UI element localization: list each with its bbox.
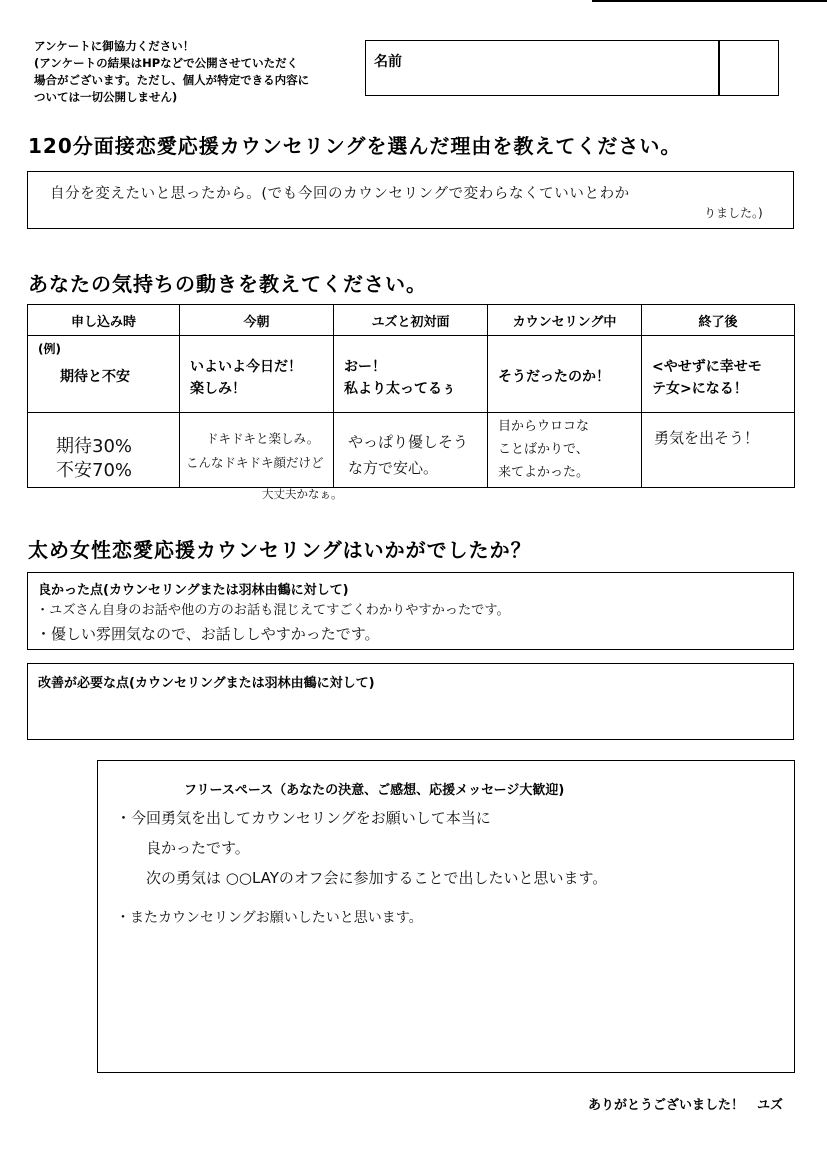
answer-text: やっぱり優しそう — [348, 433, 469, 451]
column-header: カウンセリング中 — [488, 305, 642, 336]
notice-line: アンケートに御協力ください！ — [34, 39, 195, 53]
notice-line: ついては一切公開しません) — [34, 90, 178, 104]
improvement-box[interactable] — [27, 663, 794, 740]
good-point-line: ・ユズさん自身のお話や他の方のお話も混じえてすごくわかりやすかったです。 — [36, 603, 510, 618]
table-header-row — [28, 305, 795, 336]
free-space-box[interactable] — [97, 760, 795, 1073]
column-header: 申し込み時 — [28, 305, 180, 336]
free-space-label: フリースペース（あなたの決意、ご感想、応援メッセージ大歓迎) — [184, 783, 565, 798]
answer-cell[interactable] — [334, 413, 488, 488]
answer-text: ことばかりで、 — [498, 442, 589, 457]
column-header: 終了後 — [642, 305, 795, 336]
example-text: 期待と不安 — [60, 369, 130, 385]
example-cell — [642, 336, 795, 413]
example-cell — [180, 336, 334, 413]
example-text: テ女>になる！ — [652, 381, 748, 397]
answer-row — [28, 413, 795, 488]
example-cell — [334, 336, 488, 413]
example-row — [28, 336, 795, 413]
answer-text: 不安70% — [56, 460, 133, 481]
name-field[interactable] — [365, 40, 779, 96]
q2-title: あなたの気持ちの動きを教えてください。 — [28, 272, 427, 296]
q1-title: 120分面接恋愛応援カウンセリングを選んだ理由を教えてください。 — [28, 134, 682, 158]
q1-answer-box[interactable] — [27, 171, 794, 229]
free-space-line: 良かったです。 — [146, 839, 250, 857]
name-label: 名前 — [374, 54, 402, 70]
example-text: そうだったのか！ — [498, 369, 610, 385]
q3-title: 太め女性恋愛応援カウンセリングはいかがでしたか？ — [28, 538, 532, 562]
example-text: <やせずに幸せモ — [652, 359, 762, 375]
example-text: 楽しみ！ — [190, 381, 246, 397]
column-header: 今朝 — [180, 305, 334, 336]
answer-text: 目からウロコな — [498, 419, 590, 434]
q1-answer-line: 自分を変えたいと思ったから。(でも今回のカウンセリングで変わらなくていいとわか — [50, 186, 630, 202]
column-header: ユズと初対面 — [334, 305, 488, 336]
answer-cell[interactable] — [180, 413, 334, 488]
example-mark: (例) — [38, 342, 61, 356]
answer-text: 来てよかった。 — [498, 465, 590, 480]
improvement-label: 改善が必要な点(カウンセリングまたは羽林由鶴に対して) — [38, 676, 375, 691]
answer-text: こんなドキドキ顔だけど — [186, 455, 324, 470]
answer-text: な方で安心。 — [348, 459, 439, 477]
feelings-table — [27, 304, 795, 488]
answer-text: 期待30% — [56, 436, 133, 457]
free-space-line: ・今回勇気を出してカウンセリングをお願いして本当に — [116, 809, 491, 827]
example-cell — [488, 336, 642, 413]
example-text: おー！ — [344, 359, 386, 375]
free-space-line: 次の勇気は ○○LAYのオフ会に参加することで出したいと思います。 — [146, 869, 608, 887]
survey-notice — [34, 38, 354, 106]
answer-text: ドキドキと楽しみ。 — [206, 431, 320, 446]
answer-text: 勇気を出そう！ — [654, 429, 760, 447]
name-box-divider — [718, 41, 720, 95]
answer-cell[interactable] — [488, 413, 642, 488]
answer-cell[interactable] — [28, 413, 180, 488]
overflow-note: 大丈夫かなぁ。 — [262, 487, 343, 501]
footer-thanks: ありがとうございました！ ユズ — [587, 1098, 783, 1113]
example-cell — [28, 336, 180, 413]
example-text: いよいよ今日だ！ — [190, 359, 302, 375]
free-space-line: ・またカウンセリングお願いしたいと思います。 — [116, 910, 423, 926]
good-points-box[interactable] — [27, 572, 794, 650]
notice-line: (アンケートの結果はHPなどで公開させていただく — [34, 56, 299, 70]
answer-cell[interactable] — [642, 413, 795, 488]
top-rule — [592, 0, 827, 2]
notice-line: 場合がございます。ただし、個人が特定できる内容に — [34, 73, 310, 87]
q1-answer-line: りました。) — [704, 206, 763, 220]
good-points-label: 良かった点(カウンセリングまたは羽林由鶴に対して) — [38, 583, 349, 598]
good-point-line: ・優しい雰囲気なので、お話ししやすかったです。 — [36, 625, 380, 643]
example-text: 私より太ってるぅ — [344, 381, 456, 397]
